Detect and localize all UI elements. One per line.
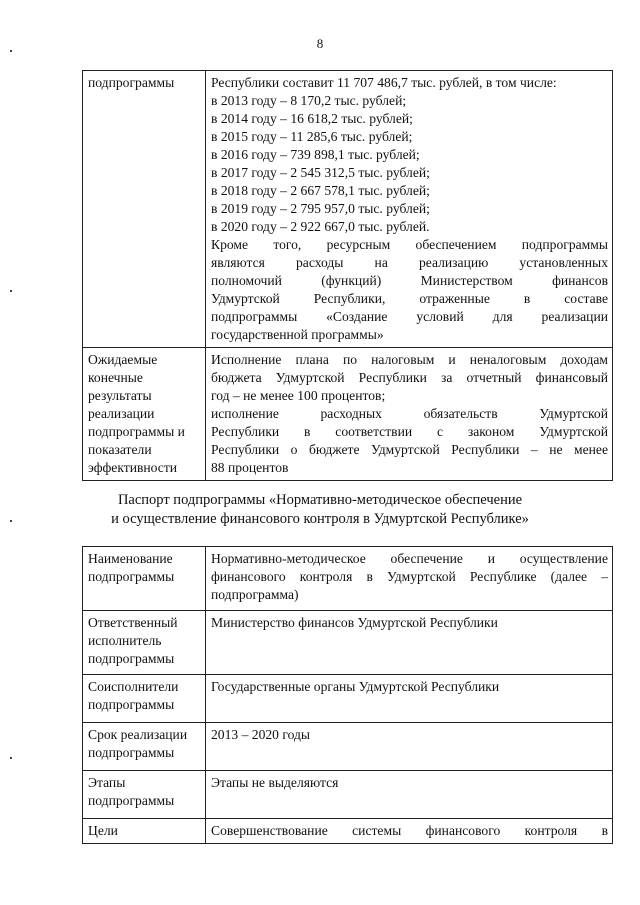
subprogram-table-continued	[82, 70, 613, 481]
table-row	[83, 723, 613, 771]
text-line: полномочий (функций) Министерством финансов	[211, 273, 608, 288]
row-label: Этапы подпрограммы	[83, 771, 206, 819]
text-line: являются расходы на реализацию установленных	[211, 255, 608, 270]
row-label: Цели	[83, 819, 206, 844]
row-value	[206, 771, 613, 819]
row-value	[206, 71, 613, 348]
text-line: в 2014 году – 16 618,2 тыс. рублей;	[211, 111, 413, 126]
text-line: Республики в соответствии с законом Удмуртской	[211, 424, 608, 439]
row-value	[206, 611, 613, 675]
text-line: в 2018 году – 2 667 578,1 тыс. рублей;	[211, 183, 430, 198]
text-line: Совершенствование системы финансового контроля в	[211, 823, 608, 838]
text-line: Кроме того, ресурсным обеспечением подпрограммы	[211, 237, 608, 252]
margin-mark	[10, 757, 12, 759]
text-line: Министерство финансов Удмуртской Республики	[211, 615, 498, 630]
text-line: Республики составит 11 707 486,7 тыс. рублей, в том числе:	[211, 75, 557, 90]
text-line: в 2016 году – 739 898,1 тыс. рублей;	[211, 147, 420, 162]
table-row	[83, 819, 613, 844]
text-line: год – не менее 100 процентов;	[211, 388, 386, 403]
row-label: Ожидаемые конечные результаты реализации подпрограммы и показатели эффективности	[83, 348, 206, 481]
row-value	[206, 675, 613, 723]
subprogram-passport-table	[82, 546, 613, 844]
table-row	[83, 348, 613, 481]
text-line: подпрограмма)	[211, 587, 299, 602]
text-line: Нормативно-методическое обеспечение и осуществление	[211, 551, 608, 566]
text-line: в 2019 году – 2 795 957,0 тыс. рублей;	[211, 201, 430, 216]
row-label: Ответственный исполнитель подпрограммы	[83, 611, 206, 675]
text-line: 2013 – 2020 годы	[211, 727, 311, 742]
margin-mark	[10, 50, 12, 52]
text-line: подпрограммы «Создание условий для реализации	[211, 309, 608, 324]
table-row	[83, 547, 613, 611]
table-row	[83, 71, 613, 348]
row-label: Срок реализации подпрограммы	[83, 723, 206, 771]
table-row	[83, 611, 613, 675]
text-line: в 2020 году – 2 922 667,0 тыс. рублей.	[211, 219, 430, 234]
text-line: государственной программы»	[211, 327, 384, 342]
text-line: в 2017 году – 2 545 312,5 тыс. рублей;	[211, 165, 430, 180]
row-label: подпрограммы	[83, 71, 206, 348]
row-value	[206, 723, 613, 771]
row-value	[206, 348, 613, 481]
text-line: Государственные органы Удмуртской Республики	[211, 679, 500, 694]
text-line: в 2013 году – 8 170,2 тыс. рублей;	[211, 93, 407, 108]
section-heading: Паспорт подпрограммы «Нормативно-методическое обеспечение и осуществление финансового контроля в Удмуртской Республике»	[111, 492, 529, 527]
text-line: финансового контроля в Удмуртской Республике (далее –	[211, 569, 608, 584]
row-label: Наименование подпрограммы	[83, 547, 206, 611]
text-line: Удмуртской Республики, отраженные в составе	[211, 291, 608, 306]
row-value	[206, 547, 613, 611]
row-label: Соисполнители подпрограммы	[83, 675, 206, 723]
table-row	[83, 771, 613, 819]
text-line: Этапы не выделяются	[211, 775, 339, 790]
text-line: 88 процентов	[211, 460, 289, 475]
row-value	[206, 819, 613, 844]
text-line: в 2015 году – 11 285,6 тыс. рублей;	[211, 129, 413, 144]
text-line: исполнение расходных обязательств Удмуртской	[211, 406, 608, 421]
text-line: Исполнение плана по налоговым и неналоговым доходам	[211, 352, 608, 367]
text-line: бюджета Удмуртской Республики за отчетный финансовый	[211, 370, 608, 385]
text-line: Республики о бюджете Удмуртской Республики – не менее	[211, 442, 608, 457]
margin-mark	[10, 520, 12, 522]
page-number: 8	[316, 36, 324, 51]
table-row	[83, 675, 613, 723]
margin-mark	[10, 290, 12, 292]
